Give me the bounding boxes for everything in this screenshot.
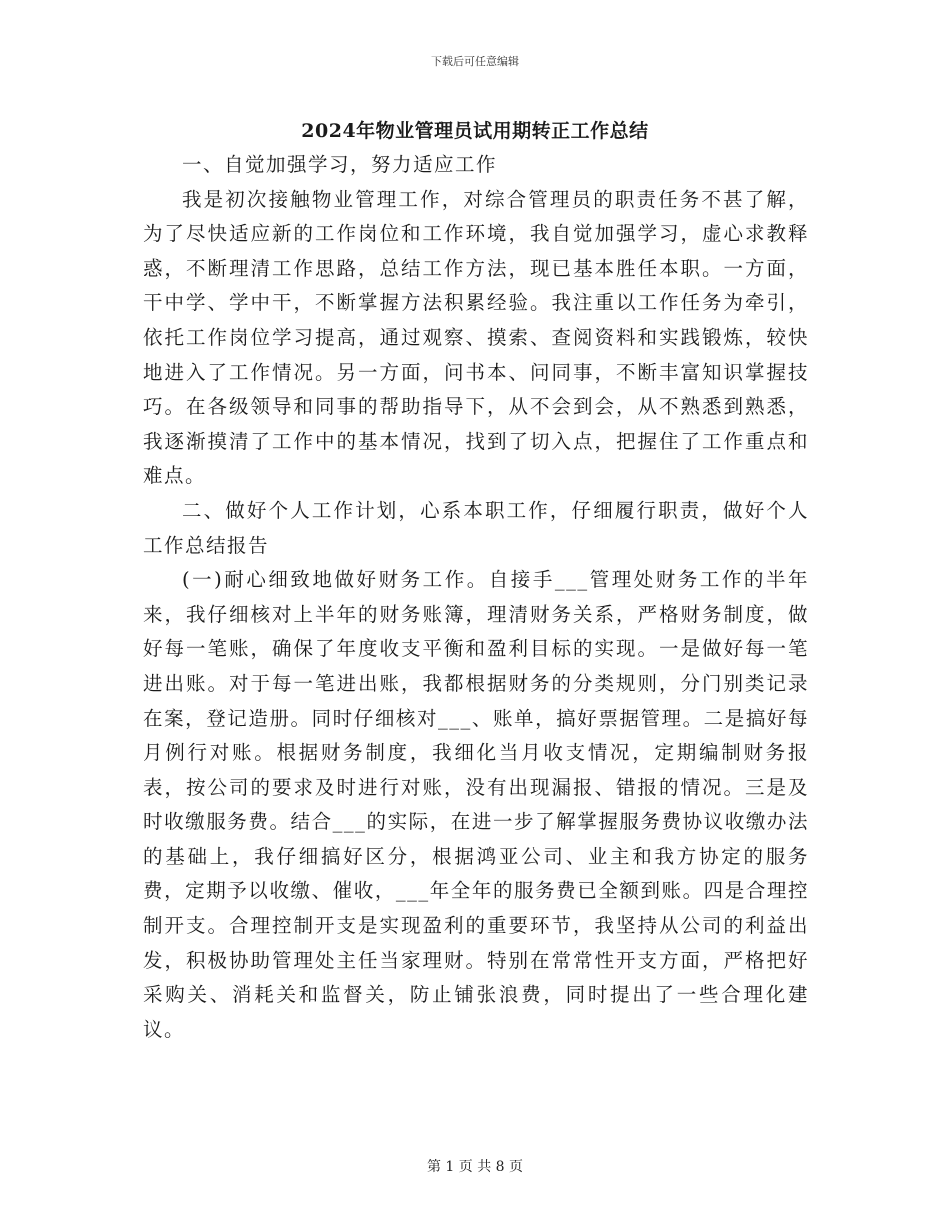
body-paragraph: 我是初次接触物业管理工作，对综合管理员的职责任务不甚了解，为了尽快适应新的工作岗位和工作环境，我自觉加强学习，虚心求教释惑，不断理清工作思路，总结工作方法，现已基本胜任本职。一方面，干中学、学中干，不断掌握方法积累经验。我注重以工作任务为牵引，依托工作岗位学习提高，通过观察、摸索、查阅资料和实践锻炼，较快地进入了工作情况。另一方面，问书本、问同事，不断丰富知识掌握技巧。在各级领导和同事的帮助指导下，从不会到会，从不熟悉到熟悉，我逐渐摸清了工作中的基本情况，找到了切入点，把握住了工作重点和难点。 [143,187,809,488]
document-body [143,148,809,1047]
section-heading-1: 一、自觉加强学习，努力适应工作 [182,153,498,176]
document-title: 2024年物业管理员试用期转正工作总结 [301,120,649,142]
page-number: 第 1 页 共 8 页 [426,1159,524,1175]
header-note: 下载后可任意编辑 [431,55,519,68]
body-paragraph: (一)耐心细致地做好财务工作。自接手___管理处财务工作的半年来，我仔细核对上半年的财务账簿，理清财务关系，严格财务制度，做好每一笔账，确保了年度收支平衡和盈利目标的实现。一是做好每一笔进出账。对于每一笔进出账，我都根据财务的分类规则，分门别类记录在案，登记造册。同时仔细核对___、账单，搞好票据管理。二是搞好每月例行对账。根据财务制度，我细化当月收支情况，定期编制财务报表，按公司的要求及时进行对账，没有出现漏报、错报的情况。三是及时收缴服务费。结合___的实际，在进一步了解掌握服务费协议收缴办法的基础上，我仔细搞好区分，根据鸿亚公司、业主和我方协定的服务费，定期予以收缴、催收，___年全年的服务费已全额到账。四是合理控制开支。合理控制开支是实现盈利的重要环节，我坚持从公司的利益出发，积极协助管理处主任当家理财。特别在常常性开支方面，严格把好采购关、消耗关和监督关，防止铺张浪费，同时提出了一些合理化建议。 [143,568,809,1041]
section-heading-2: 二、做好个人工作计划，心系本职工作，仔细履行职责，做好个人工作总结报告 [143,498,809,557]
